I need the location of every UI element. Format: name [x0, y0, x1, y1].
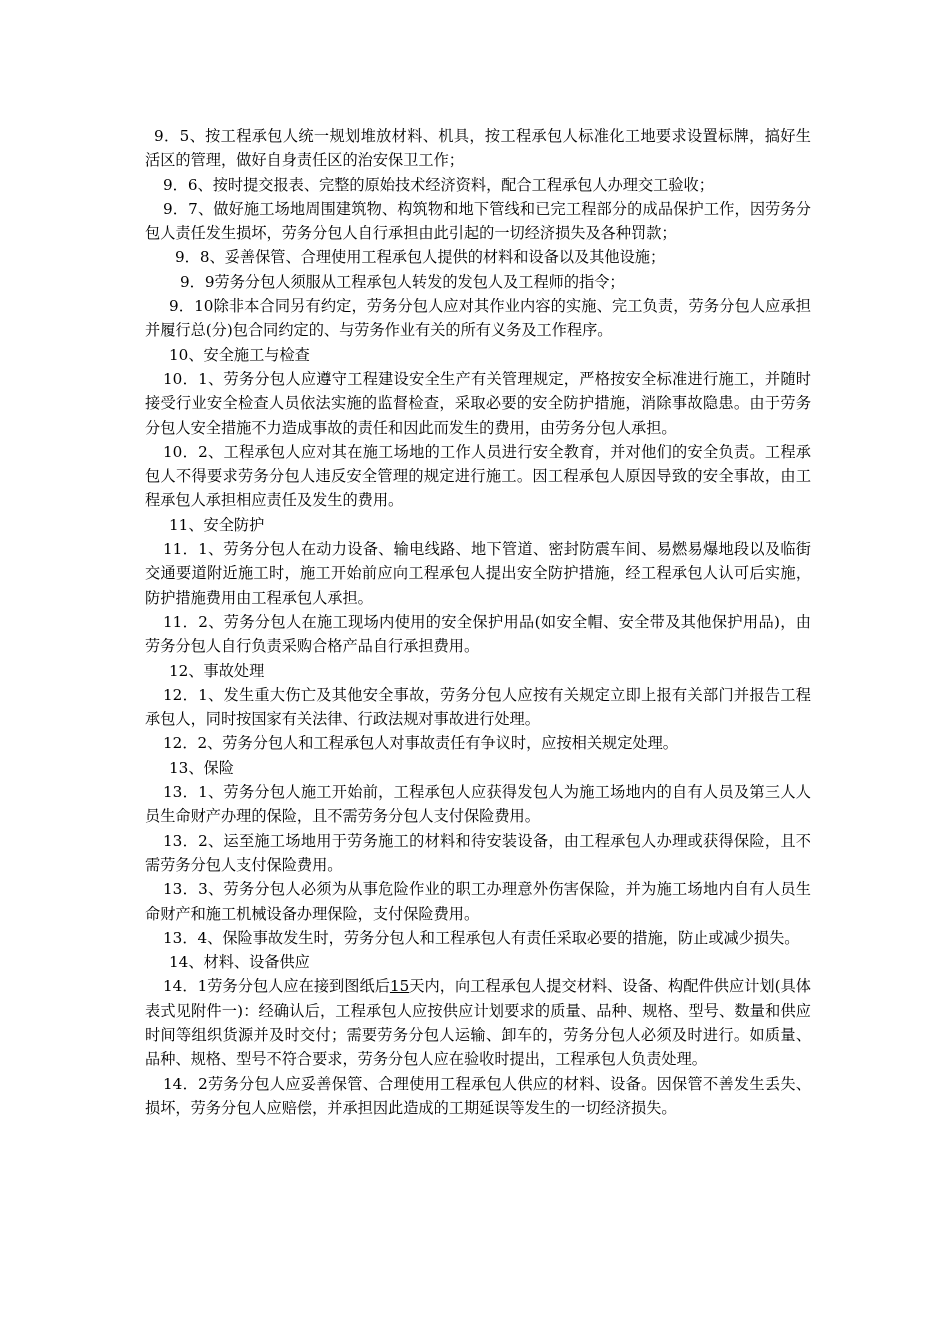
clause-12-2: 12．2、劳务分包人和工程承包人对事故责任有争议时，应按相关规定处理。	[163, 734, 678, 753]
clause-9-10: 9．10除非本合同另有约定，劳务分包人应对其作业内容的实施、完工负责，劳务分包人应承担并履行总(分)包合同约定的、与劳务作业有关的所有义务及工作程序。	[145, 297, 811, 340]
clause-10-2: 10．2、工程承包人应对其在施工场地的工作人员进行安全教育，并对他们的安全负责。工程承包人不得要求劳务分包人违反安全管理的规定进行施工。因工程承包人原因导致的安全事故，由工程承包人承担相应责任及发生的费用。	[145, 442, 811, 510]
section-heading-14: 14、材料、设备供应	[169, 953, 310, 972]
section-heading-10: 10、安全施工与检查	[169, 345, 310, 364]
clause-9-9: 9．9劳务分包人须服从工程承包人转发的发包人及工程师的指令；	[180, 272, 625, 291]
clause-13-1: 13．1、劳务分包人施工开始前，工程承包人应获得发包人为施工场地内的自有人员及第三人人员生命财产办理的保险，且不需劳务分包人支付保险费用。	[145, 783, 811, 826]
clause-14-1-before: 14．1劳务分包人应在接到图纸后	[163, 977, 390, 996]
clause-14-1-days-value: 15	[389, 977, 410, 996]
clause-9-6: 9．6、按时提交报表、完整的原始技术经济资料，配合工程承包人办理交工验收；	[163, 175, 714, 194]
clause-12-1: 12．1、发生重大伤亡及其他安全事故，劳务分包人应按有关规定立即上报有关部门并报告工程承包人，同时按国家有关法律、行政法规对事故进行处理。	[145, 685, 811, 729]
clause-9-8: 9．8、妥善保管、合理使用工程承包人提供的材料和设备以及其他设施；	[175, 248, 666, 267]
clause-9-5: 9．5、按工程承包人统一规划堆放材料、机具，按工程承包人标准化工地要求设置标牌，搞好生活区的管理，做好自身责任区的治安保卫工作；	[145, 127, 811, 170]
clause-11-1: 11．1、劳务分包人在动力设备、输电线路、地下管道、密封防震车间、易燃易爆地段以及临街交通要道附近施工时，施工开始前应向工程承包人提出安全防护措施，经工程承包人认可后实施，防护措施费用由工程承包人承担。	[145, 540, 811, 607]
clause-14-1-after: 天内，向工程承包人提交材料、设备、构配件供应计划(具体表式见附件一)：经确认后，工程承包人应按供应计划要求的质量、品种、规格、型号、数量和供应时间等组织货源并及时交付；需要劳务分包人运输、卸车的，劳务分包人必须及时进行。如质量、品种、规格、型号不符合要求，劳务分包人应在验收时提出，工程承包人负责处理。	[145, 977, 811, 1069]
section-heading-12: 12、事故处理	[169, 661, 265, 680]
document-page	[145, 124, 811, 1120]
clause-13-4: 13．4、保险事故发生时，劳务分包人和工程承包人有责任采取必要的措施，防止或减少损失。	[163, 928, 800, 947]
clause-14-2: 14．2劳务分包人应妥善保管、合理使用工程承包人供应的材料、设备。因保管不善发生丢失、损坏，劳务分包人应赔偿，并承担因此造成的工期延误等发生的一切经济损失。	[145, 1074, 811, 1117]
section-heading-11: 11、安全防护	[169, 515, 265, 534]
clause-13-3: 13．3、劳务分包人必须为从事危险作业的职工办理意外伤害保险，并为施工场地内自有人员生命财产和施工机械设备办理保险，支付保险费用。	[145, 880, 811, 923]
clause-10-1: 10．1、劳务分包人应遵守工程建设安全生产有关管理规定，严格按安全标准进行施工，并随时接受行业安全检查人员依法实施的监督检查，采取必要的安全防护措施，消除事故隐患。由于劳务分包人安全措施不力造成事故的责任和因此而发生的费用，由劳务分包人承担。	[145, 369, 811, 437]
clause-13-2: 13．2、运至施工场地用于劳务施工的材料和待安装设备，由工程承包人办理或获得保险，且不需劳务分包人支付保险费用。	[145, 831, 811, 874]
section-heading-13: 13、保险	[169, 758, 234, 777]
clause-9-7: 9．7、做好施工场地周围建筑物、构筑物和地下管线和已完工程部分的成品保护工作，因劳务分包人责任发生损坏，劳务分包人自行承担由此引起的一切经济损失及各种罚款；	[145, 199, 811, 243]
clause-14-1	[145, 974, 811, 1071]
clause-11-2: 11．2、劳务分包人在施工现场内使用的安全保护用品(如安全帽、安全带及其他保护用品)，由劳务分包人自行负责采购合格产品自行承担费用。	[145, 612, 811, 656]
